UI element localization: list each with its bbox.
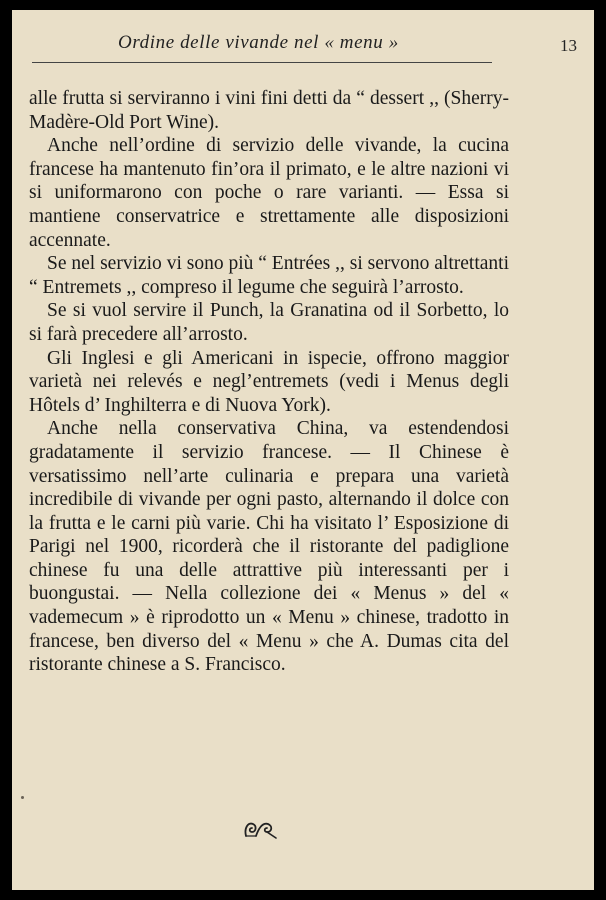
paragraph-4: Se si vuol servire il Punch, la Granatina od il Sorbetto, lo si farà precedere all’arrosto. — [29, 300, 509, 345]
fleuron-ornament-icon — [242, 818, 278, 840]
page-header — [32, 28, 587, 68]
paragraph-2: Anche nell’ordine di servizio delle vivande, la cucina francese ha mantenuto fin’ora il primato, e le altre nazioni vi si uniformarono con poche o rare varianti. — Essa si mantiene conservatrice e strettamente alle disposizioni accennate. — [29, 135, 509, 251]
body-text — [29, 87, 509, 677]
paragraph-3: Se nel servizio vi sono più “ Entrées ,, si servono altrettanti “ Entremets ,, compreso il legume che seguirà l’arrosto. — [29, 253, 509, 298]
page-number: 13 — [560, 36, 577, 55]
paper-speck — [21, 796, 24, 799]
header-rule — [32, 62, 492, 63]
running-title: Ordine delle vivande nel « menu » — [118, 32, 399, 53]
paragraph-5: Gli Inglesi e gli Americani in ispecie, offrono maggior varietà nei relevés e negl’entremets (vedi i Menus degli Hôtels d’ Inghilterra e di Nuova York). — [29, 347, 509, 416]
paragraph-6: Anche nella conservativa China, va estendendosi gradatamente il servizio francese. — Il Chinese è versatissimo nell’arte culinaria e prepara una varietà incredibile di vivande per ogni pasto, alternando il dolce con la frutta e le carni più varie. Chi ha visitato l’ Esposizione di Parigi nel 1900, ricorderà che il ristorante del padiglione chinese fu una delle attrattive più interessanti per i buongustai. — Nella collezione dei « Menus » del « vademecum » è riprodotto un « Menu » chinese, tradotto in francese, ben diverso del « Menu » che A. Dumas cita del ristorante chinese a S. Francisco. — [29, 418, 509, 676]
paragraph-1: alle frutta si serviranno i vini fini detti da “ dessert ,, (Sherry-Madère-Old Port Wine). — [29, 88, 509, 133]
book-page — [12, 10, 594, 890]
